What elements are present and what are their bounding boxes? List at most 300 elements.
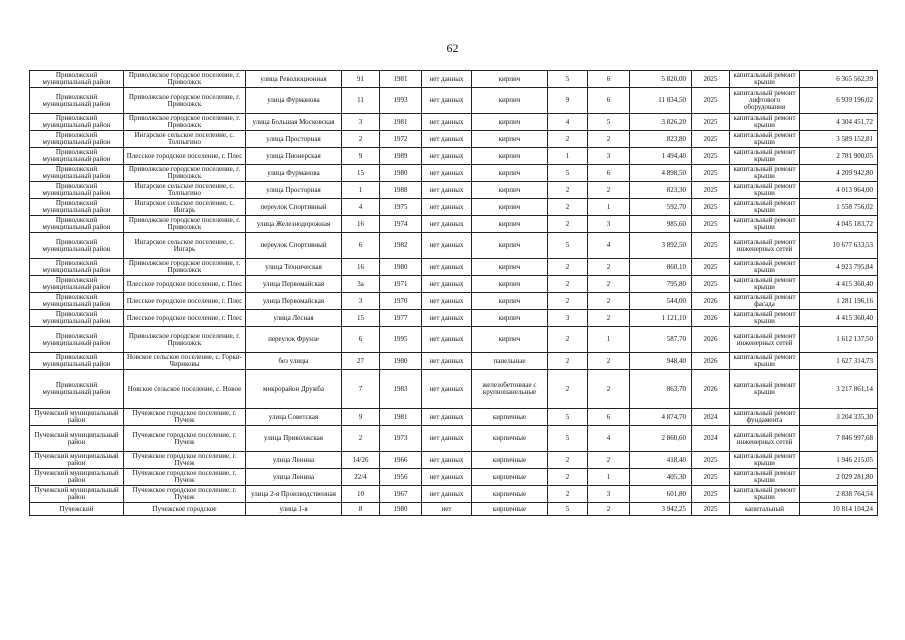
cost-cell: 3 204 335,30: [800, 409, 878, 426]
extra-info-cell: нет данных: [422, 71, 472, 88]
wall-material-cell: кирпич: [472, 199, 548, 216]
extra-info-cell: нет данных: [422, 310, 472, 327]
table-row: [30, 293, 878, 310]
plan-year-cell: 2025: [692, 71, 730, 88]
table-row: [30, 114, 878, 131]
plan-year-cell: 2024: [692, 409, 730, 426]
plan-year-cell: 2026: [692, 310, 730, 327]
plan-year-cell: 2026: [692, 327, 730, 353]
street-cell: улица Ленина: [246, 469, 342, 486]
district-cell: Приволжский муниципальный район: [30, 276, 124, 293]
settlement-cell: Пучежское городское: [124, 503, 246, 516]
extra-info-cell: нет данных: [422, 131, 472, 148]
house-number-cell: 9: [342, 409, 380, 426]
floors-cell: 5: [548, 71, 588, 88]
build-year-cell: 1982: [380, 233, 422, 259]
extra-info-cell: нет данных: [422, 276, 472, 293]
cost-cell: 1 281 196,16: [800, 293, 878, 310]
district-cell: Приволжский муниципальный район: [30, 71, 124, 88]
floors-cell: 2: [548, 486, 588, 503]
street-cell: улица 1-я: [246, 503, 342, 516]
settlement-cell: Пучежское городское поселение, г. Пучеж: [124, 426, 246, 452]
work-type-cell: капитальный ремонт крыши: [730, 469, 800, 486]
plan-year-cell: 2025: [692, 148, 730, 165]
wall-material-cell: кирпич: [472, 131, 548, 148]
extra-info-cell: нет данных: [422, 486, 472, 503]
area-cell: 418,40: [630, 452, 692, 469]
build-year-cell: 1995: [380, 327, 422, 353]
extra-info-cell: нет данных: [422, 452, 472, 469]
cost-cell: 4 013 964,00: [800, 182, 878, 199]
entrances-cell: 2: [588, 293, 630, 310]
cost-cell: 4 923 795,84: [800, 259, 878, 276]
settlement-cell: Пучежское городское поселение, г. Пучеж: [124, 486, 246, 503]
work-type-cell: капитальный ремонт инженерных сетей: [730, 426, 800, 452]
settlement-cell: Пучежское городское поселение, г. Пучеж: [124, 452, 246, 469]
build-year-cell: 1980: [380, 353, 422, 370]
cost-cell: 4 415 360,40: [800, 276, 878, 293]
floors-cell: 2: [548, 276, 588, 293]
settlement-cell: Плесское городское поселение, г. Плес: [124, 293, 246, 310]
cost-cell: 10 677 633,53: [800, 233, 878, 259]
extra-info-cell: нет данных: [422, 216, 472, 233]
cost-cell: 7 846 997,68: [800, 426, 878, 452]
area-cell: 2 860,60: [630, 426, 692, 452]
floors-cell: 2: [548, 259, 588, 276]
work-type-cell: капитальный ремонт крыши: [730, 276, 800, 293]
house-number-cell: 6: [342, 327, 380, 353]
floors-cell: 2: [548, 199, 588, 216]
area-cell: 3 942,25: [630, 503, 692, 516]
wall-material-cell: кирпич: [472, 148, 548, 165]
entrances-cell: 6: [588, 409, 630, 426]
street-cell: улица Большая Московская: [246, 114, 342, 131]
district-cell: Пучежский: [30, 503, 124, 516]
wall-material-cell: кирпичные: [472, 503, 548, 516]
table-row: [30, 327, 878, 353]
floors-cell: 2: [548, 353, 588, 370]
house-number-cell: 8: [342, 503, 380, 516]
entrances-cell: 2: [588, 310, 630, 327]
street-cell: без улицы: [246, 353, 342, 370]
settlement-cell: Плесское городское поселение, г. Плес: [124, 310, 246, 327]
plan-year-cell: 2026: [692, 370, 730, 409]
table-row: [30, 276, 878, 293]
cost-cell: 4 045 183,72: [800, 216, 878, 233]
table-row: [30, 503, 878, 516]
work-type-cell: капитальный ремонт крыши: [730, 216, 800, 233]
house-number-cell: 16: [342, 216, 380, 233]
work-type-cell: капитальный ремонт крыши: [730, 199, 800, 216]
table-row: [30, 370, 878, 409]
entrances-cell: 2: [588, 353, 630, 370]
work-type-cell: капитальный ремонт крыши: [730, 353, 800, 370]
extra-info-cell: нет данных: [422, 370, 472, 409]
work-type-cell: капитальный ремонт лифтового оборудования: [730, 88, 800, 114]
street-cell: переулок Спортивный: [246, 233, 342, 259]
plan-year-cell: 2024: [692, 426, 730, 452]
street-cell: улица Пионерская: [246, 148, 342, 165]
area-cell: 823,80: [630, 131, 692, 148]
settlement-cell: Приволжское городское поселение, г. Приволжск: [124, 71, 246, 88]
house-number-cell: 15: [342, 165, 380, 182]
floors-cell: 2: [548, 469, 588, 486]
cost-cell: 6 939 196,02: [800, 88, 878, 114]
district-cell: Приволжский муниципальный район: [30, 182, 124, 199]
settlement-cell: Приволжское городское поселение, г. Приволжск: [124, 88, 246, 114]
district-cell: Пучежский муниципальный район: [30, 469, 124, 486]
extra-info-cell: нет данных: [422, 409, 472, 426]
floors-cell: 2: [548, 327, 588, 353]
work-type-cell: капитальный ремонт фундамента: [730, 409, 800, 426]
cost-cell: 1 612 137,50: [800, 327, 878, 353]
table-row: [30, 182, 878, 199]
plan-year-cell: 2025: [692, 88, 730, 114]
work-type-cell: капитальный ремонт инженерных сетей: [730, 233, 800, 259]
wall-material-cell: кирпич: [472, 88, 548, 114]
table-row: [30, 452, 878, 469]
settlement-cell: Приволжское городское поселение, г. Приволжск: [124, 114, 246, 131]
table-body: [30, 71, 878, 516]
area-cell: 544,00: [630, 293, 692, 310]
entrances-cell: 6: [588, 88, 630, 114]
table-row: [30, 469, 878, 486]
table-row: [30, 486, 878, 503]
extra-info-cell: нет данных: [422, 353, 472, 370]
street-cell: микрорайон Дружба: [246, 370, 342, 409]
district-cell: Приволжский муниципальный район: [30, 88, 124, 114]
floors-cell: 3: [548, 310, 588, 327]
entrances-cell: 2: [588, 370, 630, 409]
build-year-cell: 1988: [380, 182, 422, 199]
wall-material-cell: кирпич: [472, 259, 548, 276]
district-cell: Приволжский муниципальный район: [30, 165, 124, 182]
wall-material-cell: кирпичные: [472, 486, 548, 503]
house-number-cell: 3: [342, 114, 380, 131]
plan-year-cell: 2025: [692, 503, 730, 516]
build-year-cell: 1989: [380, 148, 422, 165]
table-row: [30, 148, 878, 165]
district-cell: Пучежский муниципальный район: [30, 409, 124, 426]
wall-material-cell: кирпичные: [472, 426, 548, 452]
work-type-cell: капитальный ремонт крыши: [730, 182, 800, 199]
cost-cell: 10 814 104,24: [800, 503, 878, 516]
work-type-cell: капитальный ремонт крыши: [730, 165, 800, 182]
floors-cell: 4: [548, 114, 588, 131]
work-type-cell: капитальный ремонт крыши: [730, 370, 800, 409]
street-cell: улица Железнодорожная: [246, 216, 342, 233]
house-number-cell: 7: [342, 370, 380, 409]
street-cell: переулок Фрунзе: [246, 327, 342, 353]
work-type-cell: капитальный ремонт крыши: [730, 486, 800, 503]
settlement-cell: Ингарское сельское поселение, с. Ингарь: [124, 199, 246, 216]
entrances-cell: 2: [588, 131, 630, 148]
area-cell: 3 826,20: [630, 114, 692, 131]
build-year-cell: 1971: [380, 276, 422, 293]
district-cell: Приволжский муниципальный район: [30, 293, 124, 310]
house-number-cell: 91: [342, 71, 380, 88]
work-type-cell: капитальный ремонт крыши: [730, 452, 800, 469]
house-number-cell: 1: [342, 182, 380, 199]
district-cell: Приволжский муниципальный район: [30, 131, 124, 148]
house-number-cell: 27: [342, 353, 380, 370]
wall-material-cell: кирпич: [472, 293, 548, 310]
wall-material-cell: кирпичные: [472, 409, 548, 426]
street-cell: улица Просторная: [246, 131, 342, 148]
settlement-cell: Плесское городское поселение, г. Плес: [124, 276, 246, 293]
plan-year-cell: 2026: [692, 293, 730, 310]
settlement-cell: Плесское городское поселение, г. Плес: [124, 148, 246, 165]
cost-cell: 4 415 360,40: [800, 310, 878, 327]
house-number-cell: 11: [342, 88, 380, 114]
plan-year-cell: 2025: [692, 199, 730, 216]
area-cell: 985,60: [630, 216, 692, 233]
floors-cell: 2: [548, 131, 588, 148]
wall-material-cell: кирпич: [472, 233, 548, 259]
work-type-cell: капитальный ремонт крыши: [730, 71, 800, 88]
street-cell: улица Лесная: [246, 310, 342, 327]
floors-cell: 2: [548, 216, 588, 233]
wall-material-cell: кирпичные: [472, 452, 548, 469]
street-cell: улица Первомайская: [246, 276, 342, 293]
plan-year-cell: 2025: [692, 131, 730, 148]
area-cell: 823,30: [630, 182, 692, 199]
build-year-cell: 1956: [380, 469, 422, 486]
street-cell: улица Революционная: [246, 71, 342, 88]
area-cell: 11 834,50: [630, 88, 692, 114]
table-row: [30, 199, 878, 216]
build-year-cell: 1972: [380, 131, 422, 148]
cost-cell: 3 217 861,14: [800, 370, 878, 409]
table-row: [30, 216, 878, 233]
entrances-cell: 2: [588, 182, 630, 199]
entrances-cell: 2: [588, 276, 630, 293]
build-year-cell: 1981: [380, 409, 422, 426]
cost-cell: 1 627 314,73: [800, 353, 878, 370]
cost-cell: 2 781 900,05: [800, 148, 878, 165]
extra-info-cell: нет данных: [422, 165, 472, 182]
plan-year-cell: 2025: [692, 486, 730, 503]
extra-info-cell: нет данных: [422, 293, 472, 310]
work-type-cell: капитальный ремонт крыши: [730, 131, 800, 148]
street-cell: улица Техническая: [246, 259, 342, 276]
plan-year-cell: 2025: [692, 182, 730, 199]
entrances-cell: 4: [588, 426, 630, 452]
extra-info-cell: нет: [422, 503, 472, 516]
district-cell: Приволжский муниципальный район: [30, 259, 124, 276]
extra-info-cell: нет данных: [422, 233, 472, 259]
entrances-cell: 3: [588, 486, 630, 503]
table-row: [30, 71, 878, 88]
house-number-cell: 15: [342, 310, 380, 327]
extra-info-cell: нет данных: [422, 148, 472, 165]
wall-material-cell: кирпич: [472, 114, 548, 131]
area-cell: 405,30: [630, 469, 692, 486]
cost-cell: 2 838 764,54: [800, 486, 878, 503]
floors-cell: 2: [548, 182, 588, 199]
area-cell: 948,40: [630, 353, 692, 370]
district-cell: Приволжский муниципальный район: [30, 216, 124, 233]
area-cell: 860,10: [630, 259, 692, 276]
build-year-cell: 1973: [380, 426, 422, 452]
work-type-cell: капитальный ремонт крыши: [730, 259, 800, 276]
district-cell: Приволжский муниципальный район: [30, 310, 124, 327]
house-number-cell: 16: [342, 259, 380, 276]
district-cell: Приволжский муниципальный район: [30, 148, 124, 165]
house-number-cell: 2: [342, 131, 380, 148]
settlement-cell: Приволжское городское поселение, г. Приволжск: [124, 216, 246, 233]
cost-cell: 3 589 152,81: [800, 131, 878, 148]
floors-cell: 5: [548, 503, 588, 516]
floors-cell: 5: [548, 233, 588, 259]
settlement-cell: Новское сельское поселение, с. Новое: [124, 370, 246, 409]
house-number-cell: 3: [342, 293, 380, 310]
entrances-cell: 1: [588, 199, 630, 216]
house-number-cell: 3а: [342, 276, 380, 293]
build-year-cell: 1983: [380, 370, 422, 409]
extra-info-cell: нет данных: [422, 327, 472, 353]
page-number: 62: [446, 41, 459, 55]
build-year-cell: 1980: [380, 503, 422, 516]
cost-cell: 1 946 215,05: [800, 452, 878, 469]
extra-info-cell: нет данных: [422, 114, 472, 131]
area-cell: 1 494,40: [630, 148, 692, 165]
build-year-cell: 1981: [380, 114, 422, 131]
work-type-cell: капитальный: [730, 503, 800, 516]
build-year-cell: 1980: [380, 165, 422, 182]
table-row: [30, 131, 878, 148]
wall-material-cell: кирпич: [472, 165, 548, 182]
build-year-cell: 1970: [380, 293, 422, 310]
cost-cell: 2 029 281,80: [800, 469, 878, 486]
street-cell: улица Просторная: [246, 182, 342, 199]
floors-cell: 2: [548, 293, 588, 310]
house-number-cell: 9: [342, 148, 380, 165]
house-number-cell: 6: [342, 233, 380, 259]
build-year-cell: 1981: [380, 71, 422, 88]
district-cell: Приволжский муниципальный район: [30, 114, 124, 131]
repair-program-table: [29, 70, 878, 516]
table-row: [30, 165, 878, 182]
house-number-cell: 10: [342, 486, 380, 503]
entrances-cell: 5: [588, 114, 630, 131]
street-cell: улица Первомайская: [246, 293, 342, 310]
floors-cell: 2: [548, 452, 588, 469]
district-cell: Приволжский муниципальный район: [30, 233, 124, 259]
house-number-cell: 14/26: [342, 452, 380, 469]
table-row: [30, 426, 878, 452]
house-number-cell: 2: [342, 426, 380, 452]
build-year-cell: 1966: [380, 452, 422, 469]
wall-material-cell: кирпич: [472, 276, 548, 293]
plan-year-cell: 2025: [692, 233, 730, 259]
street-cell: улица Ленина: [246, 452, 342, 469]
entrances-cell: 2: [588, 503, 630, 516]
build-year-cell: 1975: [380, 199, 422, 216]
extra-info-cell: нет данных: [422, 259, 472, 276]
build-year-cell: 1980: [380, 259, 422, 276]
wall-material-cell: железобетонные с крупнопанельные: [472, 370, 548, 409]
wall-material-cell: панельные: [472, 353, 548, 370]
plan-year-cell: 2025: [692, 276, 730, 293]
area-cell: 795,80: [630, 276, 692, 293]
cost-cell: 6 365 562,39: [800, 71, 878, 88]
settlement-cell: Приволжское городское поселение, г. Приволжск: [124, 165, 246, 182]
street-cell: улица Советская: [246, 409, 342, 426]
street-cell: улица Фурманова: [246, 165, 342, 182]
wall-material-cell: кирпич: [472, 182, 548, 199]
extra-info-cell: нет данных: [422, 426, 472, 452]
area-cell: 601,80: [630, 486, 692, 503]
wall-material-cell: кирпич: [472, 71, 548, 88]
area-cell: 3 892,50: [630, 233, 692, 259]
cost-cell: 4 304 451,72: [800, 114, 878, 131]
entrances-cell: 2: [588, 452, 630, 469]
wall-material-cell: кирпичные: [472, 469, 548, 486]
cost-cell: 4 209 942,80: [800, 165, 878, 182]
settlement-cell: Приволжское городское поселение, г. Приволжск: [124, 259, 246, 276]
entrances-cell: 1: [588, 327, 630, 353]
build-year-cell: 1977: [380, 310, 422, 327]
entrances-cell: 6: [588, 165, 630, 182]
plan-year-cell: 2025: [692, 165, 730, 182]
extra-info-cell: нет данных: [422, 199, 472, 216]
repair-program-table-wrapper: [29, 70, 877, 516]
wall-material-cell: кирпич: [472, 327, 548, 353]
table-row: [30, 409, 878, 426]
entrances-cell: 4: [588, 233, 630, 259]
area-cell: 863,70: [630, 370, 692, 409]
plan-year-cell: 2025: [692, 452, 730, 469]
wall-material-cell: кирпич: [472, 216, 548, 233]
plan-year-cell: 2025: [692, 216, 730, 233]
work-type-cell: капитальный ремонт крыши: [730, 114, 800, 131]
area-cell: 4 874,70: [630, 409, 692, 426]
table-row: [30, 310, 878, 327]
plan-year-cell: 2026: [692, 353, 730, 370]
wall-material-cell: кирпич: [472, 310, 548, 327]
work-type-cell: капитальный ремонт инженерных сетей: [730, 327, 800, 353]
floors-cell: 5: [548, 409, 588, 426]
table-row: [30, 233, 878, 259]
extra-info-cell: нет данных: [422, 88, 472, 114]
work-type-cell: капитальный ремонт крыши: [730, 148, 800, 165]
area-cell: 592,70: [630, 199, 692, 216]
build-year-cell: 1967: [380, 486, 422, 503]
house-number-cell: 4: [342, 199, 380, 216]
settlement-cell: Новское сельское поселение, с. Горки-Чириковы: [124, 353, 246, 370]
district-cell: Приволжский муниципальный район: [30, 353, 124, 370]
floors-cell: 9: [548, 88, 588, 114]
extra-info-cell: нет данных: [422, 182, 472, 199]
settlement-cell: Пучежское городское поселение, г. Пучеж: [124, 409, 246, 426]
entrances-cell: 3: [588, 216, 630, 233]
floors-cell: 1: [548, 148, 588, 165]
entrances-cell: 6: [588, 71, 630, 88]
entrances-cell: 3: [588, 148, 630, 165]
cost-cell: 1 558 756,02: [800, 199, 878, 216]
district-cell: Пучежский муниципальный район: [30, 486, 124, 503]
street-cell: переулок Спортивный: [246, 199, 342, 216]
street-cell: улица 2-я Производственная: [246, 486, 342, 503]
settlement-cell: Пучежское городское поселение, г. Пучеж: [124, 469, 246, 486]
district-cell: Пучежский муниципальный район: [30, 426, 124, 452]
floors-cell: 5: [548, 426, 588, 452]
street-cell: улица Фурманова: [246, 88, 342, 114]
house-number-cell: 22/4: [342, 469, 380, 486]
district-cell: Приволжский муниципальный район: [30, 370, 124, 409]
area-cell: 1 121,10: [630, 310, 692, 327]
